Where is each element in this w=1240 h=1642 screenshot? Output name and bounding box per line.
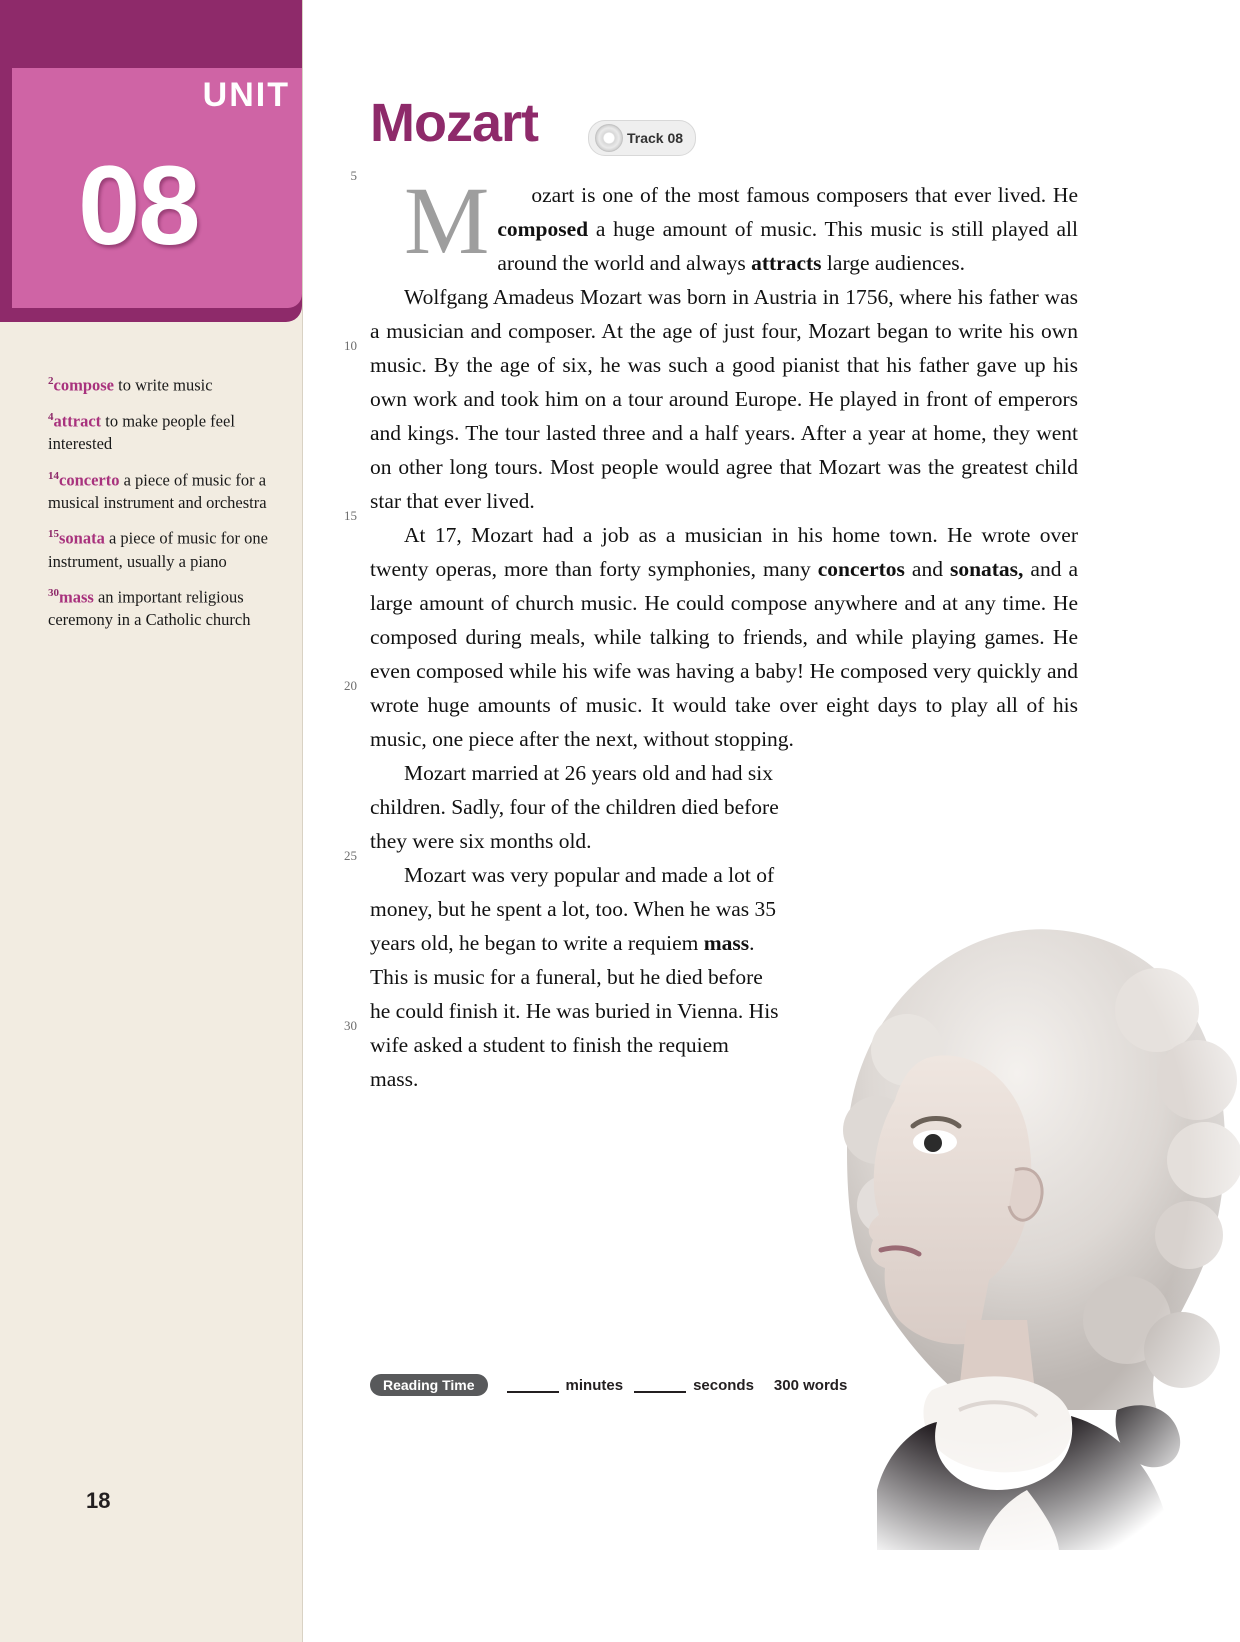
line-number-10: 10 xyxy=(344,338,357,353)
reading-time-bar xyxy=(370,1374,847,1396)
paragraph-1 xyxy=(370,167,1078,280)
glossary-term: attract xyxy=(53,411,102,431)
glossary-item xyxy=(48,527,280,573)
line-number-25: 25 xyxy=(344,848,357,863)
line-number-20: 20 xyxy=(344,678,357,693)
keyword-concertos: concertos xyxy=(817,557,905,581)
paragraph-1-text-a: ozart is one of the most famous composers that ever lived. He xyxy=(531,183,1078,207)
keyword-mass: mass xyxy=(703,931,750,955)
paragraph-3-text-b: and xyxy=(904,557,950,581)
page-number: 18 xyxy=(86,1488,111,1513)
glossary-definition: an important religious ceremony in a Catholic church xyxy=(48,587,251,630)
unit-label: UNIT xyxy=(202,76,290,114)
paragraph-4: Mozart married at 26 years old and had six children. Sadly, four of the children died before they were six months old. xyxy=(370,761,779,853)
glossary-term: mass xyxy=(59,587,94,607)
glossary-line-number: 4 xyxy=(48,411,54,424)
glossary-item xyxy=(48,469,280,515)
page-title: Mozart xyxy=(370,93,538,153)
minutes-blank-field[interactable] xyxy=(507,1377,559,1393)
keyword-attracts: attracts xyxy=(751,251,822,275)
article-body xyxy=(370,167,1078,1096)
reading-time-pill: Reading Time xyxy=(370,1374,488,1396)
glossary-list xyxy=(48,374,280,645)
keyword-sonatas: sonatas, xyxy=(949,557,1024,581)
glossary-line-number: 15 xyxy=(48,528,59,541)
paragraph-5-text-a: Mozart was very popular and made a lot of money, but he spent a lot, too. When he was 35 years old, he began to write a requiem xyxy=(370,863,777,955)
track-label: Track 08 xyxy=(627,130,684,146)
main-content xyxy=(303,0,1240,1642)
word-count: 300 words xyxy=(773,1376,848,1394)
minutes-label: minutes xyxy=(565,1376,624,1394)
paragraph-3-text-a: At 17, Mozart had a job as a musician in his home town. He wrote over twenty operas, more than forty symphonies, many xyxy=(370,523,1078,581)
glossary-definition: to write music xyxy=(114,375,213,395)
glossary-definition: a piece of music for a musical instrument and orchestra xyxy=(48,470,267,512)
line-number-15: 15 xyxy=(344,508,357,523)
drop-cap: M xyxy=(404,167,490,274)
paragraph-5 xyxy=(370,858,782,1096)
paragraph-3 xyxy=(370,518,1078,756)
glossary-term: sonata xyxy=(59,528,105,548)
paragraph-3-text-c: and a large amount of church music. He could compose anywhere and at any time. He composed during meals, while talking to friends, and while playing games. He even composed while his wife was having a baby! He composed very quickly and wrote huge amounts of music. It would take over eight days to play all of his music, one piece after the next, without stopping. xyxy=(370,557,1078,751)
glossary-item xyxy=(48,374,280,397)
glossary-line-number: 30 xyxy=(48,587,59,600)
line-number-5: 5 xyxy=(350,168,357,183)
unit-panel xyxy=(0,0,302,322)
audio-track-badge[interactable] xyxy=(588,120,696,156)
seconds-label: seconds xyxy=(693,1376,754,1394)
glossary-term: concerto xyxy=(59,470,120,490)
glossary-definition: to make people feel interested xyxy=(48,411,235,454)
paragraph-1-text-c: large audiences. xyxy=(821,251,966,275)
glossary-definition: a piece of music for one instrument, usually a piano xyxy=(48,528,268,571)
glossary-line-number: 2 xyxy=(48,375,54,387)
line-number-30: 30 xyxy=(344,1018,357,1033)
unit-number: 08 xyxy=(78,143,199,268)
keyword-composed: composed xyxy=(497,217,589,241)
sidebar xyxy=(0,0,303,1642)
paragraph-5-text-b: . This is music for a funeral, but he died before he could finish it. He was buried in Vienna. His wife asked a student to finish the requiem mass. xyxy=(370,931,779,1091)
paragraph-2: Wolfgang Amadeus Mozart was born in Austria in 1756, where his father was a musician and composer. At the age of just four, Mozart began to write his own music. By the age of six, he was such a good pianist that his father gave up his own work and took him on a tour around Europe. He played in front of emperors and kings. The tour lasted three and a half years. After a year at home, they went on other long tours. Most people would agree that Mozart was the greatest child star that ever lived. xyxy=(370,285,1078,513)
seconds-blank-field[interactable] xyxy=(634,1377,686,1393)
glossary-item xyxy=(48,586,280,632)
glossary-term: compose xyxy=(53,375,114,395)
cd-icon xyxy=(595,124,623,152)
glossary-item xyxy=(48,410,280,456)
glossary-line-number: 14 xyxy=(48,469,59,482)
paragraph-1-text-b: a huge amount of music. This music is still played all around the world and always xyxy=(497,217,1078,275)
